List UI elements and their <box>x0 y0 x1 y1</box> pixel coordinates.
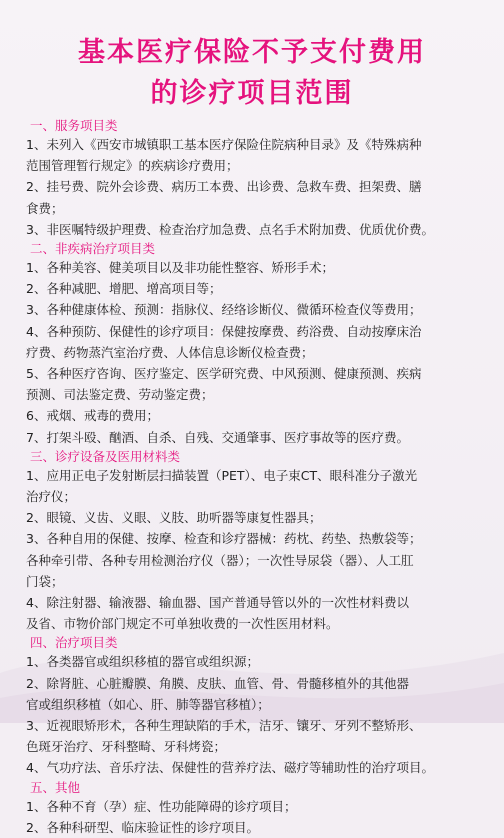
list-item <box>26 321 492 363</box>
list-item-line: 4、除注射器、输液器、输血器、国产普通导管以外的一次性材料费以 <box>26 595 409 611</box>
page-title <box>0 32 504 114</box>
list-item-line: 4、各种预防、保健性的诊疗项目：保健按摩费、药浴费、自动按摩床治 <box>26 323 422 339</box>
title-line-2: 的诊疗项目范围 <box>150 78 354 109</box>
list-item <box>26 134 492 176</box>
list-item-line: 色斑牙治疗、牙科整畸、牙科烤瓷； <box>26 739 227 755</box>
list-item-line: 各种牵引带、各种专用检测治疗仪（器）；一次性导尿袋（器）、人工肛 <box>26 552 414 568</box>
list-item <box>26 405 492 426</box>
list-item <box>26 299 492 320</box>
document-body <box>26 117 492 838</box>
list-item-line: 治疗仪； <box>26 489 77 505</box>
title-line-1: 基本医疗保险不予支付费用 <box>78 37 426 68</box>
list-item-line: 官或组织移植（如心、肝、肺等器官移植）； <box>26 696 270 712</box>
list-item-line: 1、未列入《西安市城镇职工基本医疗保险住院病种目录》及《特殊病种 <box>26 137 422 152</box>
list-item-line: 1、各类器官或组织移植的器官或组织源； <box>26 654 259 670</box>
list-item <box>26 592 492 634</box>
list-item-line: 1、各种不育（孕）症、性功能障碍的诊疗项目； <box>26 798 297 814</box>
list-item-line: 2、各种减肥、增肥、增高项目等； <box>26 281 222 297</box>
list-item <box>26 651 492 672</box>
list-item <box>26 796 492 817</box>
list-item-line: 2、挂号费、院外会诊费、病历工本费、出诊费、急救车费、担架费、膳 <box>26 179 422 195</box>
list-item <box>26 715 492 757</box>
list-item <box>26 219 492 240</box>
list-item-line: 疗费、药物蒸汽室治疗费、人体信息诊断仪检查费； <box>26 344 314 360</box>
list-item <box>26 427 492 448</box>
list-item <box>26 465 492 507</box>
list-item-line: 2、眼镜、义齿、义眼、义肢、助听器等康复性器具； <box>26 510 322 526</box>
list-item <box>26 757 492 778</box>
list-item <box>26 257 492 278</box>
section-heading: 三、诊疗设备及医用材料类 <box>30 448 181 464</box>
list-item-line: 门袋； <box>26 573 64 589</box>
list-item-line: 3、非医嘱特级护理费、检查治疗加急费、点名手术附加费、优质优价费。 <box>26 221 434 237</box>
list-item-line: 食费； <box>26 200 64 216</box>
list-item-line: 3、各种自用的保健、按摩、检查和诊疗器械：药枕、药垫、热敷袋等； <box>26 531 422 547</box>
section-heading: 二、非疾病治疗项目类 <box>30 241 156 257</box>
list-item-line: 范围管理暂行规定》的疾病诊疗费用； <box>26 158 239 174</box>
list-item <box>26 817 492 838</box>
section-heading: 四、治疗项目类 <box>30 635 118 651</box>
list-item-line: 5、各种医疗咨询、医疗鉴定、医学研究费、中风预测、健康预测、疾病 <box>26 366 422 382</box>
list-item <box>26 673 492 715</box>
list-item <box>26 507 492 528</box>
list-item-line: 6、戒烟、戒毒的费用； <box>26 408 159 424</box>
section-heading: 五、其他 <box>30 779 81 795</box>
list-item-line: 4、气功疗法、音乐疗法、保健性的营养疗法、磁疗等辅助性的治疗项目。 <box>26 760 434 776</box>
list-item <box>26 363 492 405</box>
list-item-line: 3、近视眼矫形术，各种生理缺陷的手术，洁牙、镶牙、牙列不整矫形、 <box>26 718 422 734</box>
list-item-line: 7、打架斗殴、酗酒、自杀、自残、交通肇事、医疗事故等的医疗费。 <box>26 429 409 445</box>
list-item-line: 1、应用正电子发射断层扫描装置（PET）、电子束CT、眼科准分子激光 <box>26 467 418 483</box>
list-item <box>26 278 492 299</box>
list-item <box>26 176 492 218</box>
list-item-line: 及省、市物价部门规定不可单独收费的一次性医用材料。 <box>26 616 339 632</box>
list-item-line: 预测、司法鉴定费、劳动鉴定费； <box>26 387 214 403</box>
list-item <box>26 528 492 592</box>
list-item-line: 2、各种科研型、临床验证性的诊疗项目。 <box>26 819 259 835</box>
section-heading: 一、服务项目类 <box>30 118 118 133</box>
list-item-line: 2、除肾脏、心脏瓣膜、角膜、皮肤、血管、骨、骨髓移植外的其他器 <box>26 675 409 691</box>
list-item-line: 3、各种健康体检、预测：指脉仪、经络诊断仪、微循环检查仪等费用； <box>26 302 422 318</box>
list-item-line: 1、各种美容、健美项目以及非功能性整容、矫形手术； <box>26 260 334 276</box>
